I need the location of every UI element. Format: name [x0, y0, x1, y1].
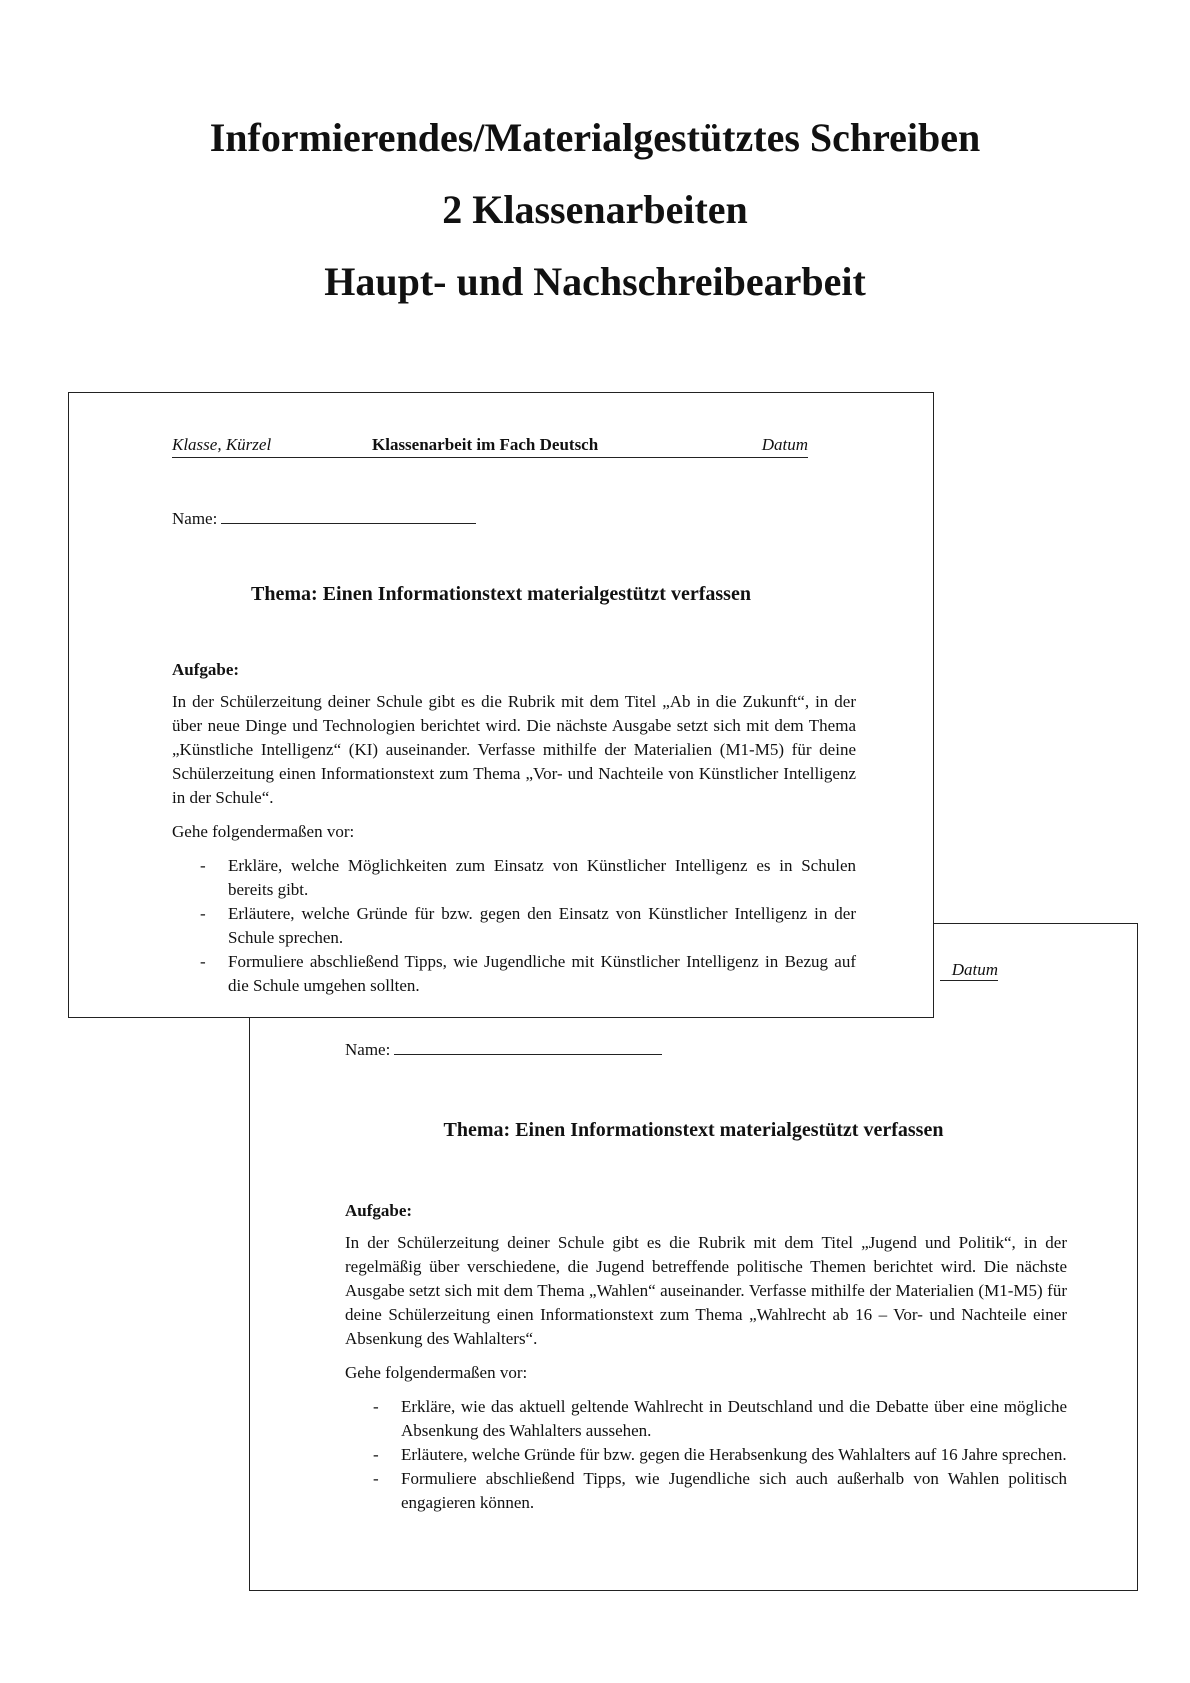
task-list: [345, 1395, 1067, 1515]
name-field: [172, 507, 476, 529]
task-paragraph: In der Schülerzeitung deiner Schule gibt es die Rubrik mit dem Titel „Ab in die Zukunft“, in der über neue Dinge und Technologien berichtet wird. Die nächste Ausgabe setzt sich mit dem Thema „Künstliche Intelligenz“ (KI) auseinander. Verfasse mithilfe der Materialien (M1-M5) für deine Schülerzeitung einen Informationstext zum Thema „Vor- und Nachteile von Künstlicher Intelligenz in der Schule“.: [172, 692, 856, 807]
list-item: [345, 1395, 1067, 1443]
list-item: [172, 902, 856, 950]
page-title-line-2: 2 Klassenarbeiten: [442, 187, 748, 232]
list-item: [345, 1467, 1067, 1515]
exam-sheet-back: [249, 923, 1138, 1591]
name-label: Name:: [172, 509, 218, 528]
task-section: [172, 658, 856, 998]
task-paragraph: In der Schülerzeitung deiner Schule gibt es die Rubrik mit dem Titel „Jugend und Politik“, in der regelmäßig über verschiedene, die Jugend betreffende politische Themen berichtet wird. Die nächste Ausgabe setzt sich mit dem Thema „Wahlen“ auseinander. Verfasse mithilfe der Materialien (M1-M5) für deine Schülerzeitung einen Informationstext zum Thema „Wahlrecht ab 16 – Vor- und Nachteile einer Absenkung des Wahlalters“.: [345, 1233, 1067, 1348]
dash-bullet: -: [200, 952, 206, 971]
task-text: Erkläre, welche Möglichkeiten zum Einsatz von Künstlicher Intelligenz es in Schulen bereits gibt.: [228, 856, 856, 899]
name-line: [221, 507, 476, 524]
exam-header: [172, 435, 808, 458]
task-text: Erläutere, welche Gründe für bzw. gegen den Einsatz von Künstlicher Intelligenz in der Schule sprechen.: [228, 904, 856, 947]
task-text: Formuliere abschließend Tipps, wie Jugendliche sich auch außerhalb von Wahlen politisch engagieren können.: [401, 1469, 1067, 1512]
header-subject: Klassenarbeit im Fach Deutsch: [372, 435, 599, 454]
task-list: [172, 854, 856, 998]
topic-heading: Thema: Einen Informationstext materialgestützt verfassen: [251, 583, 751, 605]
header-date: Datum: [761, 435, 808, 454]
dash-bullet: -: [373, 1469, 379, 1488]
list-item: [172, 950, 856, 998]
list-item: [172, 854, 856, 902]
topic-heading: Thema: Einen Informationstext materialgestützt verfassen: [443, 1119, 944, 1141]
exam-sheet-front: [68, 392, 934, 1018]
dash-bullet: -: [200, 904, 206, 923]
dash-bullet: -: [200, 856, 206, 875]
task-label: Aufgabe:: [172, 660, 240, 679]
page-title-line-3: Haupt- und Nachschreibearbeit: [324, 259, 866, 304]
steps-intro: Gehe folgendermaßen vor:: [172, 822, 355, 841]
task-text: Erläutere, welche Gründe für bzw. gegen die Herabsenkung des Wahlalters auf 16 Jahre sprechen.: [401, 1445, 1067, 1464]
dash-bullet: -: [373, 1445, 379, 1464]
header-date: Datum: [940, 960, 998, 981]
name-field: [345, 1038, 662, 1060]
header-class: Klasse, Kürzel: [172, 435, 272, 454]
task-section: [345, 1199, 1067, 1515]
page-title-line-1: Informierendes/Materialgestütztes Schreiben: [209, 115, 981, 160]
name-line: [394, 1038, 662, 1055]
steps-intro: Gehe folgendermaßen vor:: [345, 1363, 528, 1382]
task-label: Aufgabe:: [345, 1201, 413, 1220]
task-text: Formuliere abschließend Tipps, wie Jugendliche mit Künstlicher Intelligenz in Bezug auf die Schule umgehen sollten.: [228, 952, 856, 995]
name-label: Name:: [345, 1040, 391, 1059]
list-item: [345, 1443, 1067, 1467]
dash-bullet: -: [373, 1397, 379, 1416]
task-text: Erkläre, wie das aktuell geltende Wahlrecht in Deutschland und die Debatte über eine mögliche Absenkung des Wahlalters aussehen.: [401, 1397, 1067, 1440]
